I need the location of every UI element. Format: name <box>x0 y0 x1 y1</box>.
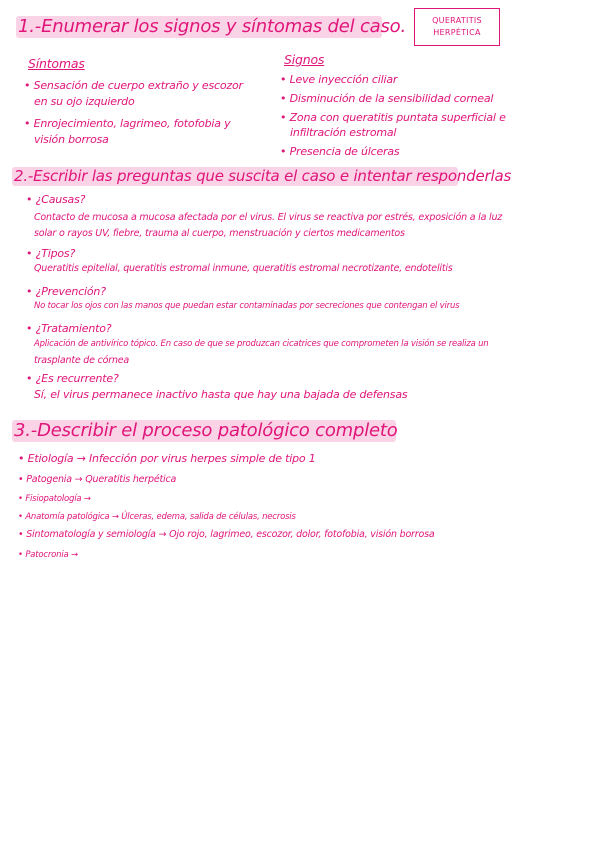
section3-title: 3.-Describir el proceso patológico completo <box>14 420 398 441</box>
signo-line-2: • Disminución de la sensibilidad corneal <box>280 92 494 105</box>
section1-title: 1.-Enumerar los signos y síntomas del caso. <box>18 16 407 37</box>
answer-tratamiento-1: Aplicación de antivírico tópico. En caso de que se produzcan cicatrices que comprometen la visión se realiza un <box>34 339 489 349</box>
question-recurrente: • ¿Es recurrente? <box>26 372 119 385</box>
diagnosis-tag <box>414 8 500 46</box>
answer-tipos: Queratitis epitelial, queratitis estromal inmune, queratitis estromal necrotizante, endotelitis <box>34 263 453 274</box>
proceso-patocronia: • Patocronia → <box>18 550 78 560</box>
answer-tratamiento-2: trasplante de córnea <box>34 355 130 366</box>
sintoma-line-4: visión borrosa <box>34 133 109 146</box>
signos-heading: Signos <box>284 52 325 67</box>
signo-line-3: • Zona con queratitis puntata superficial e <box>280 111 506 124</box>
signo-line-1: • Leve inyección ciliar <box>280 73 398 86</box>
sintoma-line-2: en su ojo izquierdo <box>34 95 135 108</box>
answer-causas-1: Contacto de mucosa a mucosa afectada por el virus. El virus se reactiva por estrés, exposición a la luz <box>34 212 503 223</box>
sintomas-heading: Síntomas <box>28 56 85 71</box>
proceso-sintomatologia: • Sintomatología y semiología → Ojo rojo, lagrimeo, escozor, dolor, fotofobia, visión borrosa <box>18 529 435 540</box>
proceso-fisiopatologia: • Fisiopatología → <box>18 494 91 504</box>
sintoma-line-3: • Enrojecimiento, lagrimeo, fotofobia y <box>24 117 231 130</box>
sintoma-line-1: • Sensación de cuerpo extraño y escozor <box>24 79 243 92</box>
question-causas: • ¿Causas? <box>26 193 86 206</box>
signo-line-4: infiltración estromal <box>290 126 397 139</box>
diagnosis-tag-line1: QUERATITIS <box>432 16 482 25</box>
proceso-anatomia-patologica: • Anatomía patológica → Úlceras, edema, salida de células, necrosis <box>18 512 296 522</box>
answer-recurrente: Sí, el virus permanece inactivo hasta que hay una bajada de defensas <box>34 388 408 401</box>
question-prevencion: • ¿Prevención? <box>26 285 106 298</box>
section2-title: 2.-Escribir las preguntas que suscita el caso e intentar responderlas <box>14 167 512 185</box>
signo-line-5: • Presencia de úlceras <box>280 145 400 158</box>
diagnosis-tag-line2: HERPÉTICA <box>433 28 481 37</box>
question-tipos: • ¿Tipos? <box>26 247 76 260</box>
proceso-patogenia: • Patogenia → Queratitis herpética <box>18 474 177 485</box>
question-tratamiento: • ¿Tratamiento? <box>26 322 112 335</box>
answer-prevencion: No tocar los ojos con las manos que puedan estar contaminadas por secreciones que contengan el virus <box>34 301 460 311</box>
proceso-etiologia: • Etiología → Infección por virus herpes simple de tipo 1 <box>18 452 316 465</box>
answer-causas-2: solar o rayos UV, fiebre, trauma al cuerpo, menstruación y ciertos medicamentos <box>34 228 405 239</box>
